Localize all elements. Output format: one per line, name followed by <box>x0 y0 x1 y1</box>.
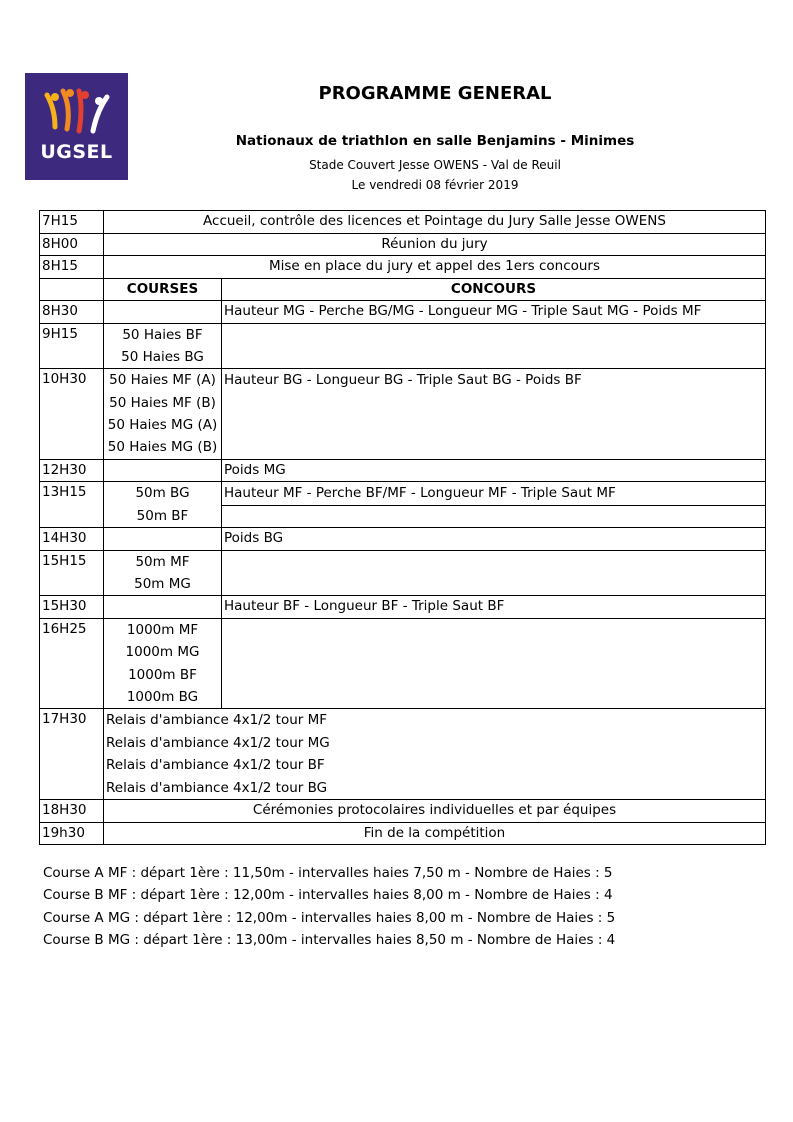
table-row <box>40 800 766 823</box>
courses-cell <box>104 323 222 369</box>
time-cell: 14H30 <box>40 528 104 551</box>
table-row <box>40 596 766 619</box>
course-item: 50m MG <box>134 576 191 593</box>
table-row <box>40 550 766 596</box>
table-row <box>40 301 766 324</box>
course-item: 50 Haies MF (A) <box>109 372 216 389</box>
time-cell: 9H15 <box>40 323 104 369</box>
course-item: 50m BF <box>136 507 189 524</box>
relais-item: Relais d'ambiance 4x1/2 tour BF <box>106 757 325 774</box>
concours-cell: Hauteur MG - Perche BG/MG - Longueur MG - Triple Saut MG - Poids MF <box>222 301 766 324</box>
table-row <box>40 323 766 369</box>
time-cell: 15H15 <box>40 550 104 596</box>
column-header-row <box>40 278 766 301</box>
course-item: 1000m BG <box>126 689 199 706</box>
date-text: Le vendredi 08 février 2019 <box>351 178 519 192</box>
time-cell: 18H30 <box>40 800 104 823</box>
concours-header: CONCOURS <box>222 278 766 301</box>
time-cell: 12H30 <box>40 459 104 482</box>
schedule-table <box>39 210 766 845</box>
concours-cell: Poids BG <box>222 528 766 551</box>
time-cell: 16H25 <box>40 618 104 709</box>
event-cell: Accueil, contrôle des licences et Pointage du Jury Salle Jesse OWENS <box>104 211 766 234</box>
course-item: 50 Haies MG (A) <box>107 417 218 434</box>
table-row <box>40 482 766 528</box>
note-line: Course A MF : départ 1ère : 11,50m - intervalles haies 7,50 m - Nombre de Haies : 5 <box>43 865 613 881</box>
courses-cell <box>104 301 222 324</box>
courses-cell <box>104 459 222 482</box>
concours-cell <box>222 323 766 369</box>
concours-cell <box>222 482 766 528</box>
time-cell: 8H15 <box>40 256 104 279</box>
courses-cell <box>104 550 222 596</box>
time-cell: 8H00 <box>40 233 104 256</box>
note-line: Course B MF : départ 1ère : 12,00m - intervalles haies 8,00 m - Nombre de Haies : 4 <box>43 887 613 904</box>
athletes-logo-icon <box>43 87 111 137</box>
relais-item: Relais d'ambiance 4x1/2 tour MG <box>106 734 330 751</box>
course-item: 50 Haies MG (B) <box>107 439 218 456</box>
time-cell: 19h30 <box>40 822 104 845</box>
course-item: 50 Haies MF (B) <box>109 394 216 411</box>
concours-cell <box>222 550 766 596</box>
time-cell: 10H30 <box>40 369 104 460</box>
relais-item: Relais d'ambiance 4x1/2 tour MF <box>106 712 328 729</box>
time-cell: 8H30 <box>40 301 104 324</box>
event-cell: Mise en place du jury et appel des 1ers concours <box>104 256 766 279</box>
page-subtitle: Nationaux de triathlon en salle Benjamins - Minimes <box>235 133 635 149</box>
courses-cell <box>104 618 222 709</box>
table-row <box>40 528 766 551</box>
course-item: 50 Haies BG <box>121 348 204 365</box>
event-cell: Fin de la compétition <box>104 822 766 845</box>
time-cell: 13H15 <box>40 482 104 528</box>
event-cell: Cérémonies protocolaires individuelles et par équipes <box>104 800 766 823</box>
note-line: Course A MG : départ 1ère : 12,00m - intervalles haies 8,00 m - Nombre de Haies : 5 <box>43 909 616 926</box>
concours-cell: Hauteur BF - Longueur BF - Triple Saut BF <box>222 596 766 619</box>
relais-cell <box>104 709 766 800</box>
concours-item: Hauteur MF - Perche BF/MF - Longueur MF - Triple Saut MF <box>224 485 616 502</box>
courses-cell <box>104 482 222 528</box>
logo-text: UGSEL <box>40 141 113 163</box>
concours-item: Hauteur BG - Longueur BG - Triple Saut BG - Poids BF <box>224 372 582 389</box>
course-item: 1000m MG <box>125 644 200 661</box>
concours-cell: Poids MG <box>222 459 766 482</box>
courses-cell <box>104 596 222 619</box>
course-item: 50m BG <box>135 485 190 502</box>
course-item: 50 Haies BF <box>122 326 203 343</box>
table-row <box>40 822 766 845</box>
courses-cell <box>104 528 222 551</box>
time-cell: 17H30 <box>40 709 104 800</box>
relais-item: Relais d'ambiance 4x1/2 tour BG <box>106 779 328 796</box>
table-row <box>40 369 766 460</box>
table-row <box>40 211 766 234</box>
courses-cell <box>104 369 222 460</box>
course-item: 1000m MF <box>126 621 199 638</box>
page-title: PROGRAMME GENERAL <box>318 83 552 104</box>
course-item: 50m MF <box>135 553 190 570</box>
note-line: Course B MG : départ 1ère : 13,00m - intervalles haies 8,50 m - Nombre de Haies : 4 <box>43 931 616 948</box>
concours-cell <box>222 618 766 709</box>
event-cell: Réunion du jury <box>104 233 766 256</box>
course-item: 1000m BF <box>128 666 197 683</box>
table-row <box>40 459 766 482</box>
table-row <box>40 233 766 256</box>
table-row <box>40 618 766 709</box>
table-row <box>40 256 766 279</box>
venue-text: Stade Couvert Jesse OWENS - Val de Reuil <box>309 158 561 172</box>
concours-cell <box>222 369 766 460</box>
table-row <box>40 709 766 800</box>
courses-header: COURSES <box>104 278 222 301</box>
time-cell: 7H15 <box>40 211 104 234</box>
course-notes <box>43 862 615 951</box>
time-cell: 15H30 <box>40 596 104 619</box>
ugsel-logo <box>25 73 128 180</box>
